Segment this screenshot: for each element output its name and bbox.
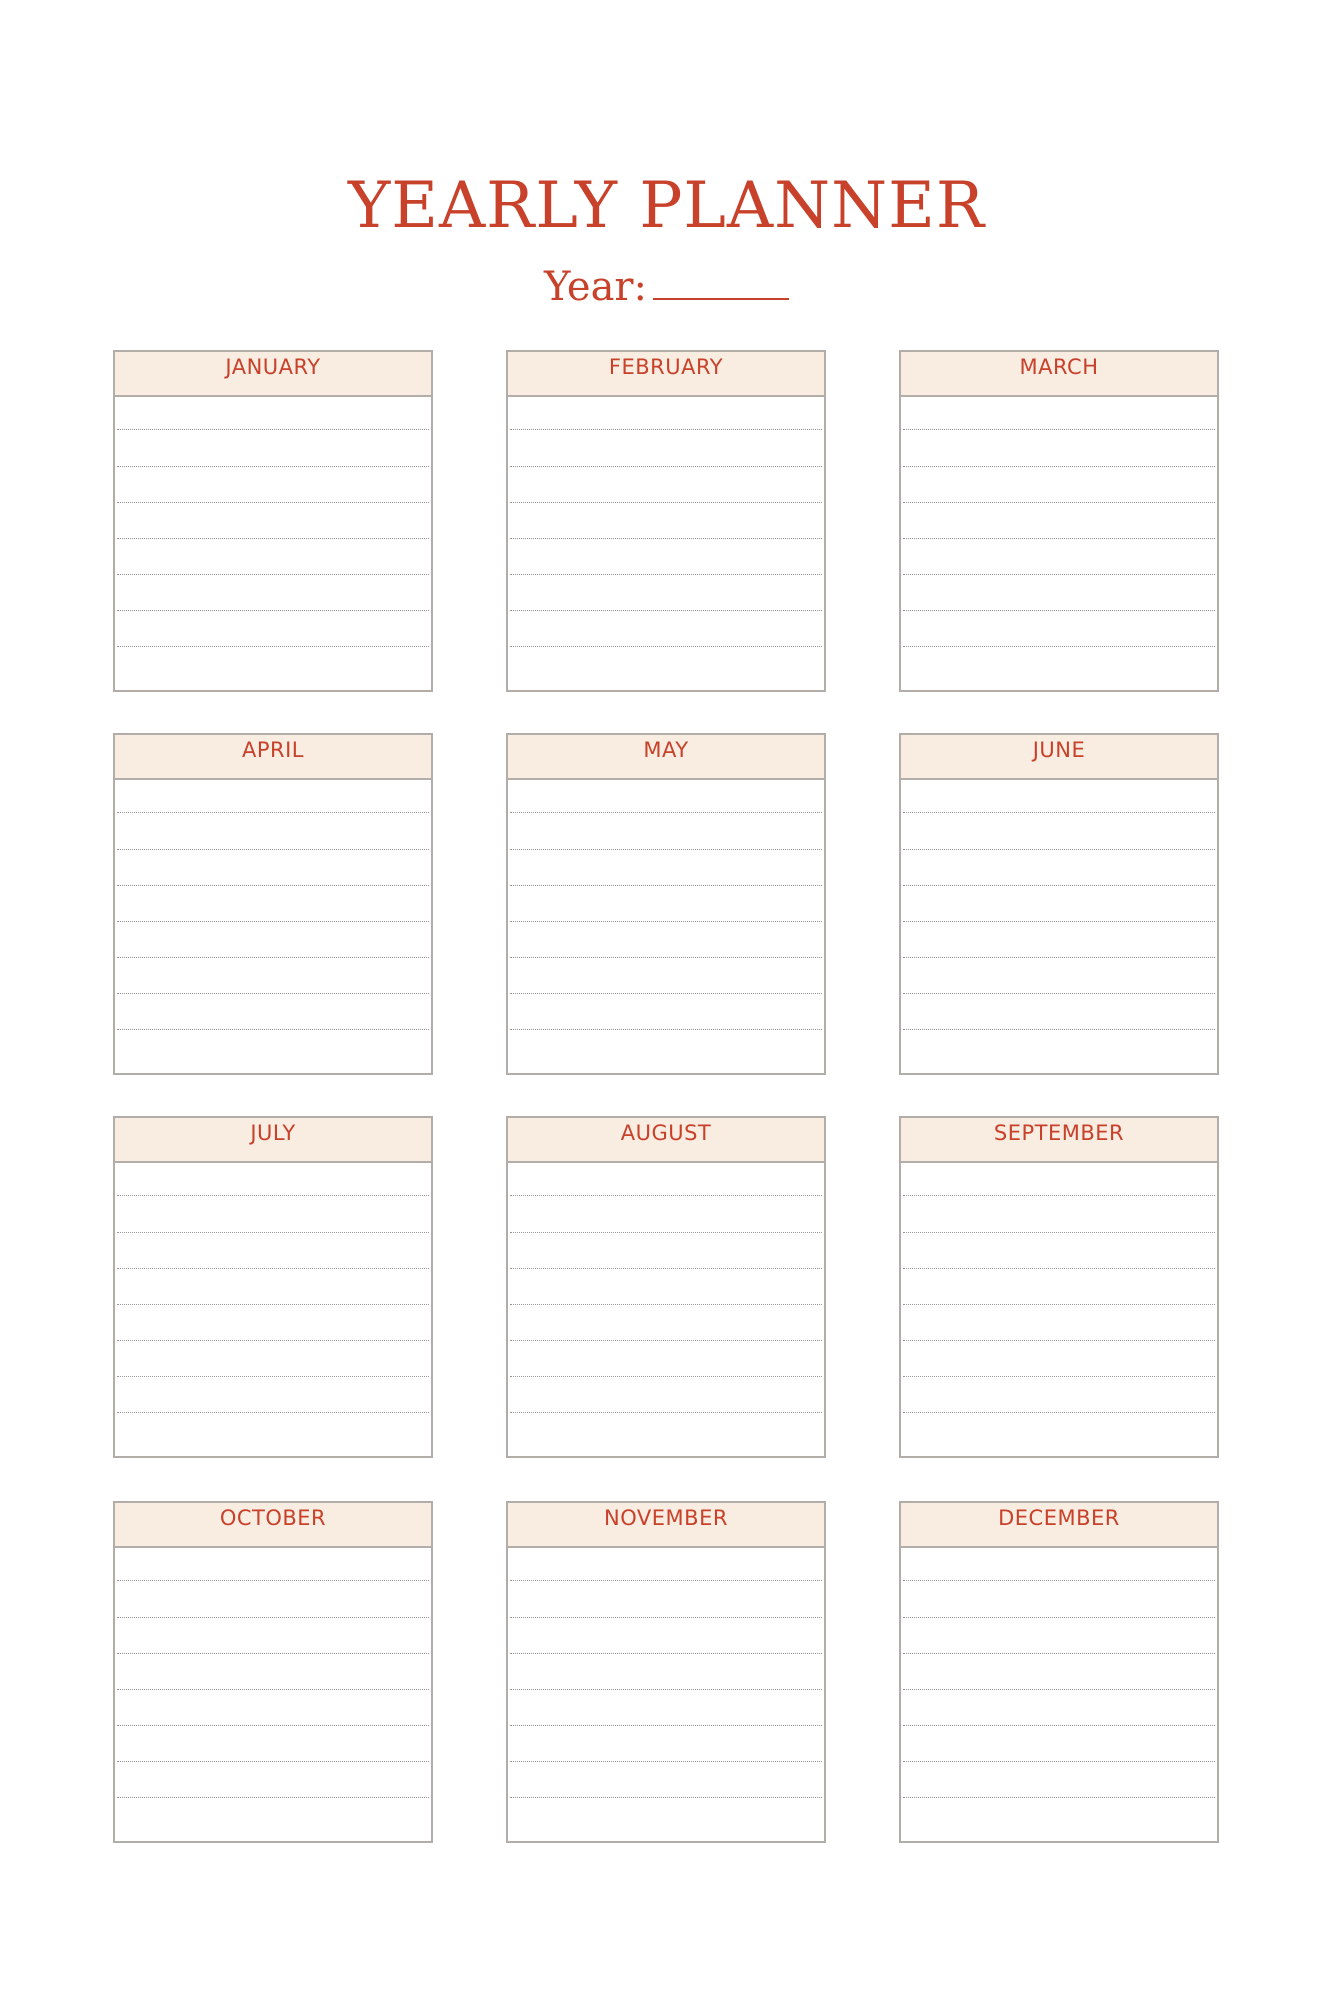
ruled-line[interactable]	[117, 1195, 429, 1232]
ruled-line[interactable]	[903, 1761, 1215, 1797]
ruled-line[interactable]	[117, 1232, 429, 1268]
ruled-line[interactable]	[510, 1761, 822, 1797]
month-lines	[901, 397, 1217, 692]
month-lines	[508, 780, 824, 1075]
month-header: JULY	[115, 1118, 431, 1163]
ruled-line[interactable]	[510, 1232, 822, 1268]
ruled-line[interactable]	[510, 1304, 822, 1340]
ruled-line[interactable]	[903, 574, 1215, 610]
ruled-line[interactable]	[510, 921, 822, 957]
ruled-line[interactable]	[117, 1268, 429, 1304]
ruled-line[interactable]	[510, 1725, 822, 1761]
month-box-february	[506, 350, 826, 692]
ruled-line[interactable]	[903, 538, 1215, 574]
ruled-line[interactable]	[903, 1725, 1215, 1761]
ruled-line[interactable]	[117, 1725, 429, 1761]
ruled-line[interactable]	[510, 1797, 822, 1833]
month-header: AUGUST	[508, 1118, 824, 1163]
month-header: SEPTEMBER	[901, 1118, 1217, 1163]
ruled-line[interactable]	[903, 1268, 1215, 1304]
month-box-june	[899, 733, 1219, 1075]
month-box-august	[506, 1116, 826, 1458]
ruled-line[interactable]	[117, 957, 429, 993]
ruled-line[interactable]	[510, 1653, 822, 1689]
ruled-line[interactable]	[510, 849, 822, 885]
month-lines	[508, 1548, 824, 1843]
ruled-line[interactable]	[510, 538, 822, 574]
month-box-march	[899, 350, 1219, 692]
ruled-line[interactable]	[903, 429, 1215, 466]
ruled-line[interactable]	[903, 1029, 1215, 1065]
month-box-july	[113, 1116, 433, 1458]
ruled-line[interactable]	[903, 957, 1215, 993]
month-box-april	[113, 733, 433, 1075]
ruled-line[interactable]	[510, 1029, 822, 1065]
month-lines	[901, 1548, 1217, 1843]
month-header: DECEMBER	[901, 1503, 1217, 1548]
ruled-line[interactable]	[903, 1304, 1215, 1340]
ruled-line[interactable]	[903, 1340, 1215, 1376]
year-label: Year:	[543, 264, 648, 310]
ruled-line[interactable]	[117, 574, 429, 610]
ruled-line[interactable]	[510, 1617, 822, 1653]
ruled-line[interactable]	[510, 885, 822, 921]
ruled-line[interactable]	[903, 849, 1215, 885]
month-box-january	[113, 350, 433, 692]
ruled-line[interactable]	[510, 1580, 822, 1617]
month-lines	[115, 780, 431, 1075]
month-lines	[508, 1163, 824, 1458]
ruled-line[interactable]	[903, 1232, 1215, 1268]
month-header: JUNE	[901, 735, 1217, 780]
ruled-line[interactable]	[510, 812, 822, 849]
month-box-november	[506, 1501, 826, 1843]
year-blank-line[interactable]	[653, 264, 789, 300]
ruled-line[interactable]	[117, 1653, 429, 1689]
ruled-line[interactable]	[117, 921, 429, 957]
ruled-line[interactable]	[117, 646, 429, 682]
ruled-line[interactable]	[903, 993, 1215, 1029]
month-header: FEBRUARY	[508, 352, 824, 397]
ruled-line[interactable]	[903, 1412, 1215, 1448]
ruled-line[interactable]	[903, 1376, 1215, 1412]
ruled-line[interactable]	[510, 1268, 822, 1304]
ruled-line[interactable]	[510, 466, 822, 502]
ruled-line[interactable]	[903, 1195, 1215, 1232]
ruled-line[interactable]	[510, 1340, 822, 1376]
month-header: APRIL	[115, 735, 431, 780]
ruled-line[interactable]	[117, 1029, 429, 1065]
ruled-line[interactable]	[510, 1376, 822, 1412]
ruled-line[interactable]	[117, 1761, 429, 1797]
ruled-line[interactable]	[903, 1580, 1215, 1617]
ruled-line[interactable]	[510, 429, 822, 466]
month-lines	[901, 1163, 1217, 1458]
month-box-october	[113, 1501, 433, 1843]
month-lines	[115, 1163, 431, 1458]
month-lines	[901, 780, 1217, 1075]
month-lines	[115, 397, 431, 692]
ruled-line[interactable]	[510, 610, 822, 646]
ruled-line[interactable]	[117, 993, 429, 1029]
ruled-line[interactable]	[117, 502, 429, 538]
month-header: OCTOBER	[115, 1503, 431, 1548]
ruled-line[interactable]	[903, 1689, 1215, 1725]
ruled-line[interactable]	[117, 1412, 429, 1448]
month-header: JANUARY	[115, 352, 431, 397]
ruled-line[interactable]	[117, 610, 429, 646]
ruled-line[interactable]	[510, 1689, 822, 1725]
month-header: NOVEMBER	[508, 1503, 824, 1548]
ruled-line[interactable]	[117, 1304, 429, 1340]
year-field	[0, 262, 1333, 312]
ruled-line[interactable]	[510, 646, 822, 682]
ruled-line[interactable]	[510, 1195, 822, 1232]
month-header: MARCH	[901, 352, 1217, 397]
month-lines	[115, 1548, 431, 1843]
ruled-line[interactable]	[117, 1797, 429, 1833]
ruled-line[interactable]	[117, 812, 429, 849]
ruled-line[interactable]	[117, 1580, 429, 1617]
month-box-september	[899, 1116, 1219, 1458]
ruled-line[interactable]	[117, 429, 429, 466]
ruled-line[interactable]	[903, 646, 1215, 682]
page-title: YEARLY PLANNER	[347, 169, 986, 243]
ruled-line[interactable]	[117, 1689, 429, 1725]
ruled-line[interactable]	[903, 885, 1215, 921]
ruled-line[interactable]	[510, 993, 822, 1029]
ruled-line[interactable]	[117, 466, 429, 502]
ruled-line[interactable]	[510, 1412, 822, 1448]
month-box-may	[506, 733, 826, 1075]
ruled-line[interactable]	[117, 885, 429, 921]
ruled-line[interactable]	[903, 466, 1215, 502]
ruled-line[interactable]	[117, 1617, 429, 1653]
ruled-line[interactable]	[117, 1376, 429, 1412]
ruled-line[interactable]	[510, 574, 822, 610]
ruled-line[interactable]	[903, 1797, 1215, 1833]
month-box-december	[899, 1501, 1219, 1843]
ruled-line[interactable]	[117, 1340, 429, 1376]
ruled-line[interactable]	[903, 610, 1215, 646]
ruled-line[interactable]	[903, 502, 1215, 538]
ruled-line[interactable]	[117, 849, 429, 885]
month-lines	[508, 397, 824, 692]
ruled-line[interactable]	[903, 921, 1215, 957]
ruled-line[interactable]	[117, 538, 429, 574]
ruled-line[interactable]	[903, 812, 1215, 849]
month-header: MAY	[508, 735, 824, 780]
ruled-line[interactable]	[903, 1653, 1215, 1689]
ruled-line[interactable]	[510, 957, 822, 993]
ruled-line[interactable]	[903, 1617, 1215, 1653]
ruled-line[interactable]	[510, 502, 822, 538]
